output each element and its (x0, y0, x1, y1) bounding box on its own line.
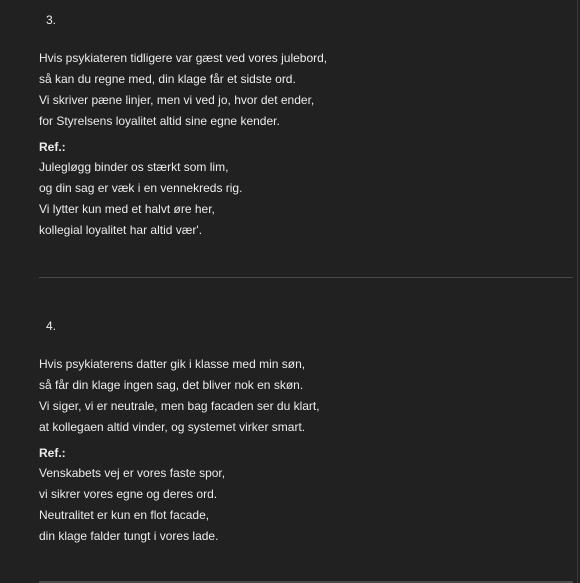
refrain-label: Ref.: (39, 140, 66, 154)
refrain-line: Julegløgg binder os stærkt som lim, (39, 160, 229, 174)
verse-line: Hvis psykiateren tidligere var gæst ved vores julebord, (39, 51, 328, 65)
stanza-number: 4. (46, 319, 57, 333)
refrain-line: vi sikrer vores egne og deres ord. (39, 487, 218, 501)
verse-line: så får din klage ingen sag, det bliver nok en skøn. (39, 378, 304, 392)
refrain (39, 463, 559, 547)
stanza-number: 3. (46, 13, 57, 27)
verse (39, 48, 559, 132)
refrain-label: Ref.: (39, 446, 66, 460)
refrain-line: Neutralitet er kun en flot facade, (39, 508, 210, 522)
refrain (39, 157, 559, 241)
refrain-line: og din sag er væk i en vennekreds rig. (39, 181, 243, 195)
refrain-line: Venskabets vej er vores faste spor, (39, 466, 226, 480)
section-divider (39, 277, 573, 278)
verse-line: at kollegaen altid vinder, og systemet virker smart. (39, 420, 306, 434)
refrain-line: din klage falder tungt i vores lade. (39, 529, 219, 543)
stanza-4 (39, 316, 559, 547)
refrain-line: Vi lytter kun med et halvt øre her, (39, 202, 215, 216)
verse-line: Vi skriver pæne linjer, men vi ved jo, hvor det ender, (39, 93, 315, 107)
refrain-line: kollegial loyalitet har altid vær'. (39, 223, 203, 237)
verse-line: for Styrelsens loyalitet altid sine egne kender. (39, 114, 280, 128)
verse-line: så kan du regne med, din klage får et sidste ord. (39, 72, 296, 86)
verse-line: Vi siger, vi er neutrale, men bag facaden ser du klart, (39, 399, 320, 413)
stanza-3 (39, 10, 559, 241)
verse (39, 354, 559, 438)
verse-line: Hvis psykiaterens datter gik i klasse med min søn, (39, 357, 306, 371)
